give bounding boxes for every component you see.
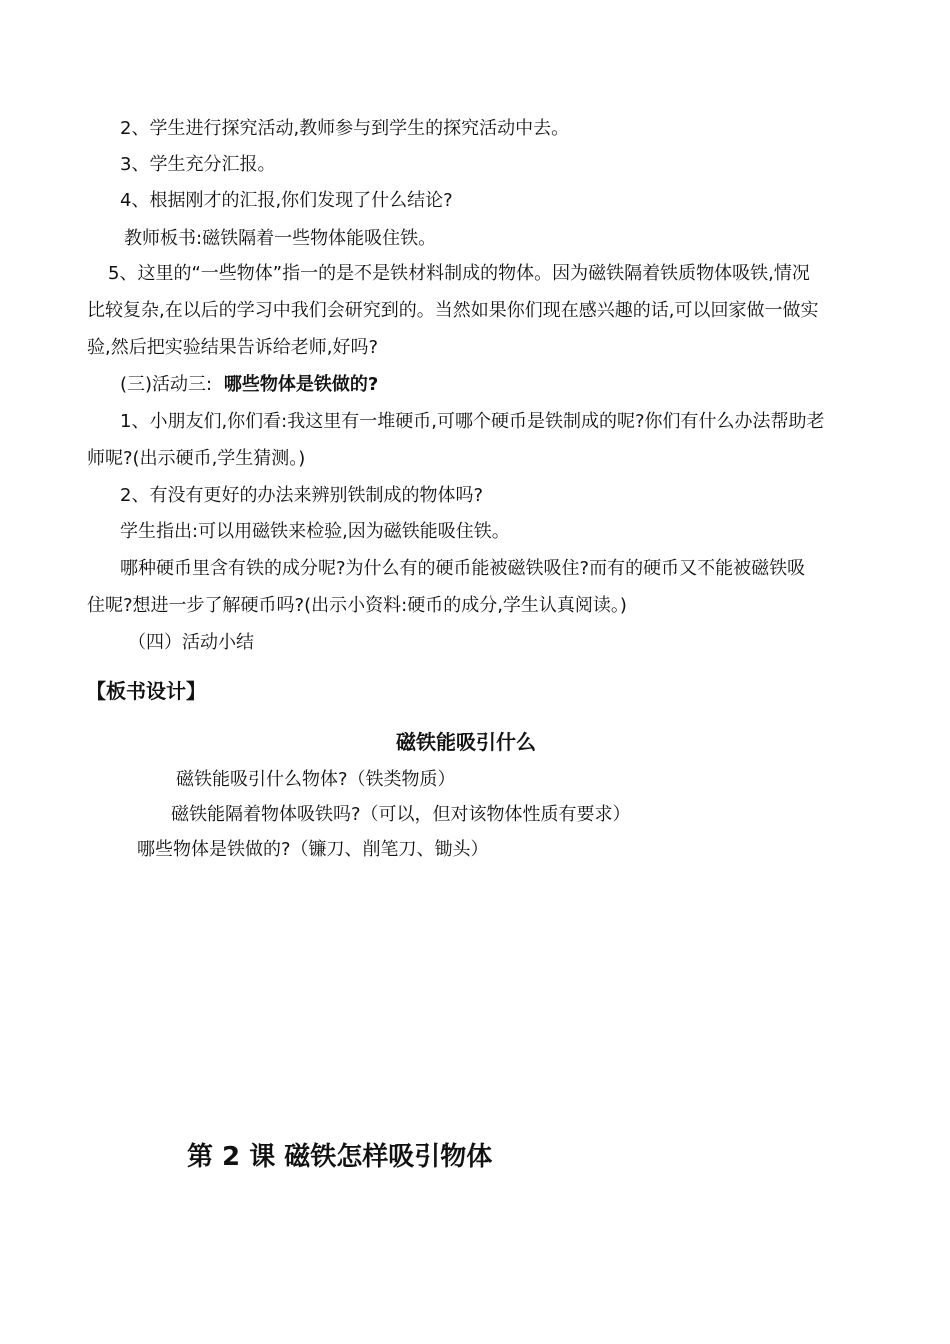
board-title: 磁铁能吸引什么	[396, 730, 536, 754]
student-answer-paragraph: 学生指出:可以用磁铁来检验,因为磁铁能吸住铁。	[120, 521, 510, 542]
activity-3-step-1-line-2: 师呢?(出示硬币,学生猜测。)	[87, 448, 306, 469]
activity-3-prefix: (三)活动三:	[120, 374, 213, 395]
activity-3-title: 哪些物体是铁做的?	[223, 374, 379, 395]
board-line-2: 磁铁能隔着物体吸铁吗?（可以，但对该物体性质有要求）	[171, 804, 631, 825]
step-2-paragraph: 2、学生进行探究活动,教师参与到学生的探究活动中去。	[120, 118, 570, 139]
step-3-paragraph: 3、学生充分汇报。	[120, 154, 276, 175]
coin-question-line-1: 哪种硬币里含有铁的成分呢?为什么有的硬币能被磁铁吸住?而有的硬币又不能被磁铁吸	[120, 558, 806, 579]
board-line-3: 哪些物体是铁做的?（镰刀、削笔刀、锄头）	[137, 839, 489, 860]
board-design-heading: 【板书设计】	[86, 679, 206, 703]
step-5-line-1: 5、这里的“一些物体”指一的是不是铁材料制成的物体。因为磁铁隔着铁质物体吸铁,情况	[108, 263, 810, 284]
coin-question-line-2: 住呢?想进一步了解硬币吗?(出示小资料:硬币的成分,学生认真阅读。)	[87, 595, 627, 616]
board-note-paragraph: 教师板书:磁铁隔着一些物体能吸住铁。	[124, 228, 437, 249]
lesson-title: 第 2 课 磁铁怎样吸引物体	[187, 1142, 493, 1172]
activity-summary-heading: （四）活动小结	[128, 632, 254, 653]
activity-3-step-1-line-1: 1、小朋友们,你们看:我这里有一堆硬币,可哪个硬币是铁制成的呢?你们有什么办法帮助老	[120, 411, 825, 432]
step-4-paragraph: 4、根据刚才的汇报,你们发现了什么结论?	[120, 190, 453, 211]
activity-3-heading	[120, 373, 378, 397]
board-line-1: 磁铁能吸引什么物体?（铁类物质）	[176, 769, 456, 790]
step-5-line-3: 验,然后把实验结果告诉给老师,好吗?	[87, 337, 378, 358]
step-5-line-2: 比较复杂,在以后的学习中我们会研究到的。当然如果你们现在感兴趣的话,可以回家做一做实	[87, 300, 819, 321]
activity-3-step-2: 2、有没有更好的办法来辨别铁制成的物体吗?	[120, 485, 484, 506]
